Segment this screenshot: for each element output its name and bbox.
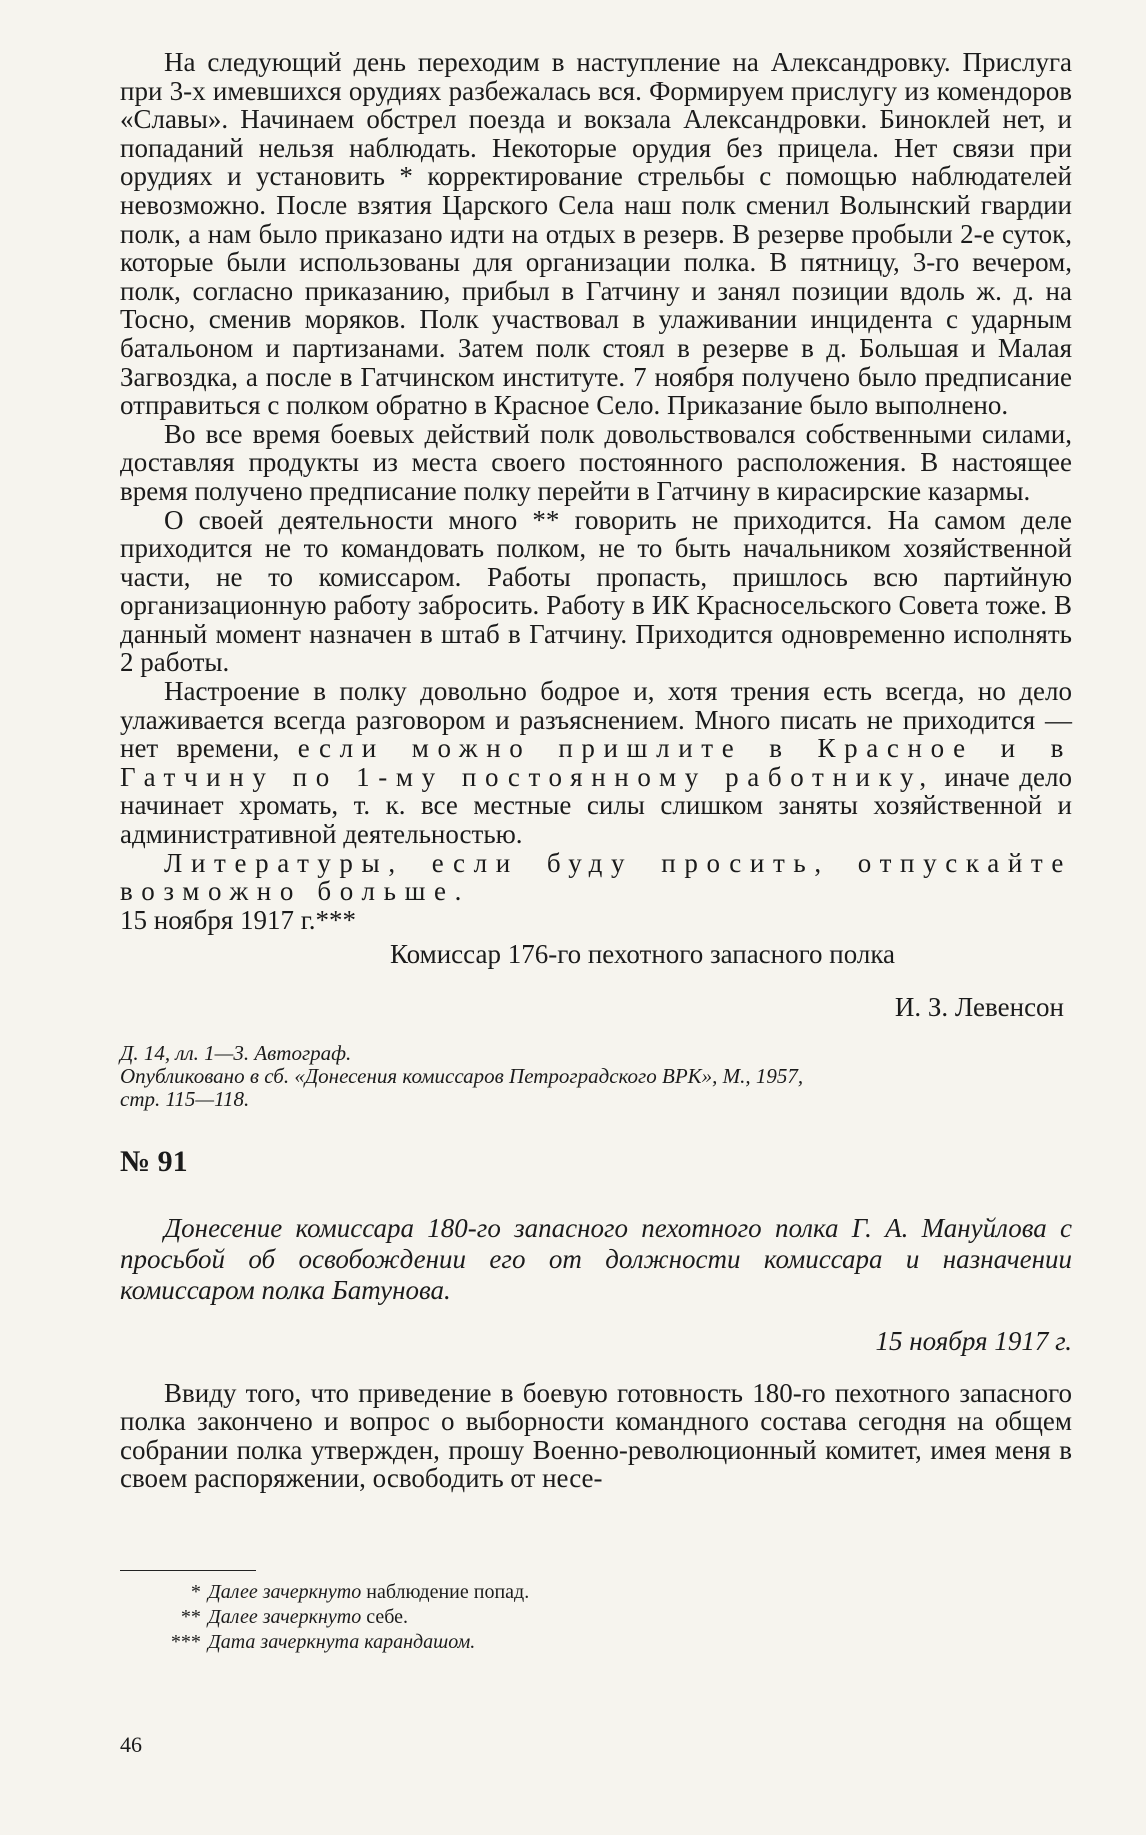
footnote-text: себе. (366, 1606, 409, 1628)
paragraph-4-end: иначе дело начинает хромать, т. к. все местные силы слишком заняты хозяйственной и административной деятельностью. (120, 761, 1073, 850)
footnote-italic: Далее зачеркнуто (208, 1606, 362, 1628)
document-title: Донесение комиссара 180-го запасного пехотного полка Г. А. Мануйлова с просьбой об освобождении его от должности комиссара и назначении комиссаром полка Батунова. (120, 1212, 1072, 1305)
paragraph-3: О своей деятельности много ** говорить не приходится. На самом деле приходится не то командовать полком, не то быть начальником хозяйственной части, не то комиссаром. Работы пропасть, пришлось всю партийную организационную работу забросить. Работу в ИК Красносельского Совета тоже. В данный момент назначен в штаб в Гатчину. Приходится одновременно исполнять 2 работы. (120, 504, 1072, 678)
archive-reference (120, 1042, 1072, 1111)
signature-name: И. З. Левенсон (894, 992, 1064, 1022)
archive-line-1: Д. 14, лл. 1—3. Автограф. (120, 1040, 352, 1065)
paragraph-2: Во все время боевых действий полк довольствовался собственными силами, доставляя продукты из места своего постоянного расположения. В настоящее время получено предписание полку перейти в Гатчину в кирасирские казармы. (120, 418, 1072, 506)
footnotes (120, 1580, 529, 1655)
footnote-italic: Дата зачеркнута карандашом. (208, 1631, 476, 1653)
footnote-mark: ** (180, 1606, 200, 1628)
document-date: 15 ноября 1917 г. (875, 1325, 1072, 1356)
footnote-italic: Далее зачеркнуто (208, 1581, 362, 1603)
spaced-emphasis: если можно пришлите в Красное и в Гатчину по 1-му постоянному работнику, (120, 733, 1073, 792)
paragraph-4-start: Настроение в полку довольно бодрое и, хотя трения есть всегда, но дело улаживается всегда разговором и разъяснением. Много писать не приходится — нет времени, (120, 676, 1072, 764)
footnote-item (120, 1580, 529, 1605)
paragraph-5: Литературы, если буду просить, отпускайте возможно больше. (120, 847, 1072, 907)
document-paragraph: Ввиду того, что приведение в боевую готовность 180-го пехотного запасного полка закончено и вопрос о выборности командного состава сегодня на общем собрании полка утвержден, прошу Военно-революционный комитет, имея меня в своем распоряжении, освободить от несе- (120, 1377, 1072, 1494)
document-body (120, 1379, 1072, 1493)
footnote-mark: *** (170, 1631, 200, 1653)
archive-line-2: Опубликовано в сб. «Донесения комиссаров Петроградского ВРК», М., 1957, (120, 1063, 804, 1088)
page-number: 46 (120, 1732, 142, 1757)
paragraph-4 (120, 677, 1072, 849)
archive-line-3: стр. 115—118. (120, 1086, 250, 1111)
footnote-divider (120, 1570, 256, 1571)
footnote-item (120, 1605, 529, 1630)
footnote-text: наблюдение попад. (366, 1581, 530, 1603)
letter-date: 15 ноября 1917 г.*** (120, 904, 357, 935)
paragraph-1: На следующий день переходим в наступление на Александровку. Прислуга при 3-х имевшихся орудиях разбежалась вся. Формируем прислугу из комендоров «Славы». Начинаем обстрел поезда и вокзала Александровки. Биноклей нет, и попаданий нельзя наблюдать. Некоторые орудия без прицела. Нет связи при орудиях и установить * корректирование стрельбы с помощью наблюдателей невозможно. После взятия Царского Села наш полк сменил Волынский гвардии полк, а нам было приказано идти на отдых в резерв. В резерве пробыли 2-е суток, которые были использованы для организации полка. В пятницу, 3-го вечером, полк, согласно приказанию, прибыл в Гатчину и занял позиции вдоль ж. д. на Тосно, сменив моряков. Полк участвовал в улаживании инцидента с ударным батальоном и партизанами. Затем полк стоял в резерве в д. Большая и Малая Загвоздка, а после в Гатчинском институте. 7 ноября получено было предписание отправиться с полком обратно в Красное Село. Приказание было выполнено. (120, 47, 1072, 421)
main-text (120, 48, 1072, 1493)
footnote-item (120, 1630, 529, 1655)
signature-title: Комиссар 176-го пехотного запасного полка (390, 939, 896, 970)
footnote-mark: * (190, 1581, 200, 1603)
document-number: № 91 (120, 1144, 188, 1178)
